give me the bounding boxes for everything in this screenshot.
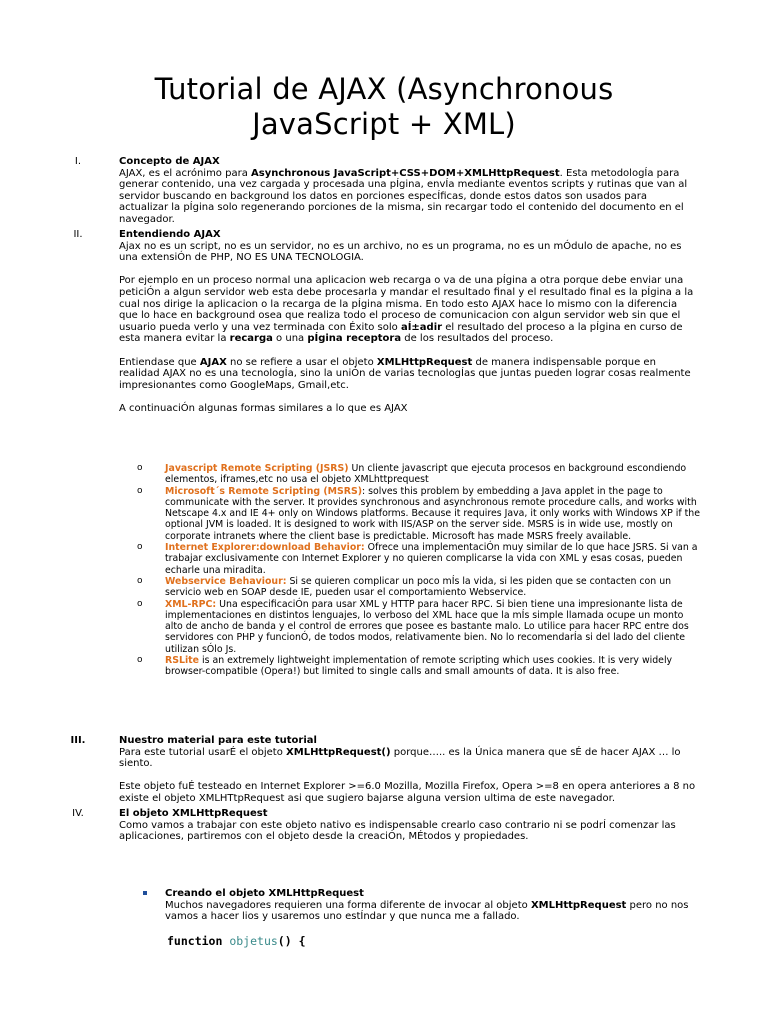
list-item: o Internet Explorer:download Behavior: Ofrece una implementaciÓn muy similar de lo que hace JSRS. Si van a trabajar exclusivamente con Internet Explorer y no quieren complicarse la vida con XML y esas cosas, pueden echarle una miradita. (137, 542, 698, 576)
list-item: o Webservice Behaviour: Si se quieren complicar un poco mÍs la vida, si les piden que se contacten con un servicio web en SOAP desde IE, pueden usar el comportamiento Webservice. (137, 575, 672, 599)
paragraph: Este objeto fuÉ testeado en Internet Explorer >=6.0 Mozilla, Mozilla Firefox, Opera >=8 en opera anteriores a 8 no existe el objeto XMLHTtpRequest asi que sugiero bajarse alguna version ultima de este navegador. (119, 781, 696, 804)
bullet-icon: o (137, 485, 143, 496)
bullet-icon: o (137, 575, 143, 586)
paragraph: Muchos navegadores requieren una forma diferente de invocar al objeto XMLHttpRequest pero no nos vamos a hacer lios y usaremos uno estÍndar y que nunca me a fallado. (165, 899, 689, 923)
title-line-2: JavaScript + XML) (252, 107, 516, 141)
paragraph: Por ejemplo en un proceso normal una aplicacion web recarga o va de una pÍgina a otra porque debe enviar una peticiÓn a algun servidor web esta debe procesarla y mandar el resultado final y el resultado final es la pÍgina a la cual nos dirige la aplicacion o la recarga de la pÍgina misma. En todo esto AJAX hace lo mismo con la diferencia que lo hace en background osea que realiza todo el proceso de comunicacion con algun servidor web sin que el usuario pueda verlo y una vez terminada con Éxito solo aÍ±adir el resultado del proceso a la pÍgina en curso de esta manera evitar la recarga o una pÍgina receptora de los resultados del proceso. (119, 275, 694, 345)
bullet-icon: o (137, 542, 143, 553)
code-keyword: function (167, 934, 223, 948)
paragraph: AJAX, es el acrónimo para Asynchronous JavaScript+CSS+DOM+XMLHttpRequest. Esta metodologÍa para generar contenido, una vez cargada y procesada una pÍgina, envÍa mediante eventos scripts y rutinas que van al servidor buscando en background los datos en porciones especÍficas, donde estos datos son usados para actualizar la pÍgina solo regenerando porciones de la misma, sin recargar todo el contenido del documento en el navegador. (119, 167, 688, 225)
section-heading: Entendiendo AJAX (119, 229, 221, 240)
code-snippet (167, 936, 306, 948)
bullet-icon: o (137, 655, 143, 666)
section-heading: Nuestro material para este tutorial (119, 735, 317, 746)
paragraph: A continuaciÓn algunas formas similares a lo que es AJAX (119, 402, 408, 414)
list-item: o Javascript Remote Scripting (JSRS) Un cliente javascript que ejecuta procesos en background escondiendo elementos, iframes,etc no usa el objeto XMLhttprequest (137, 463, 687, 486)
list-item: o XML-RPC: Una especificaciÓn para usar XML y HTTP para hacer RPC. Si bien tiene una impresionante lista de implementaciones en distintos lenguajes, lo verboso del XML hace que la mÍs simple llamada ocupe un monto alto de ancho de banda y el control de errores que posee es bastante malo. Lo utilice para hacer RPC entre dos servidores con PHP y funcionÓ, de todos modos, relativamente bien. No lo recomendarÍa si del lado del cliente utilizan sÓlo Js. (137, 598, 689, 655)
section-heading: El objeto XMLHttpRequest (119, 808, 268, 819)
document-title (0, 72, 768, 142)
link[interactable]: Webservice Behaviour: (165, 575, 287, 587)
section-numeral: I. (74, 156, 82, 167)
link[interactable]: Microsoft´s Remote Scripting (MSRS) (165, 485, 362, 497)
title-line-1: Tutorial de AJAX (Asynchronous (154, 72, 614, 106)
code-function-name: objetus (229, 934, 278, 948)
link[interactable]: Internet Explorer:download Behavior: (165, 542, 365, 554)
subsection-creando (165, 888, 705, 923)
list-item: o Microsoft´s Remote Scripting (MSRS): solves this problem by embedding a Java applet in the page to communicate with the server. It provides synchronous and asynchronous remote procedure calls, and works with Netscape 4.x and IE 4+ only on Windows platforms. Because it requires Java, it only works with Windows XP if the optional JVM is loaded. It is designed to work with IIS/ASP on the server side. MSRS is in wide use, mostly on corporate intranets where the client base is predictable. Microsoft has made MSRS freely available. (137, 485, 701, 542)
link[interactable]: RSLite (165, 655, 199, 667)
section-heading: Concepto de AJAX (119, 156, 220, 167)
paragraph: Para este tutorial usarÉ el objeto XMLHttpRequest() porque….. es la Única manera que sÉ de hacer AJAX … lo siento. (119, 746, 681, 770)
section-numeral: IV. (72, 808, 84, 819)
paragraph: Entiendase que AJAX no se refiere a usar el objeto XMLHttpRequest de manera indispensable porque en realidad AJAX no es una tecnologÍa, sino la uniÓn de varias tecnologÍas que juntas pueden lograr cosas realmente impresionantes como GoogleMaps, Gmail,etc. (119, 356, 691, 391)
link[interactable]: XML-RPC: (165, 598, 217, 610)
code-rest: () { (277, 934, 306, 948)
link[interactable]: Javascript Remote Scripting (JSRS) (165, 463, 349, 474)
paragraph: Ajax no es un script, no es un servidor, no es un archivo, no es un programa, no es un mÓdulo de apache, no es una extensiÓn de PHP, NO ES UNA TECNOLOGIA. (119, 240, 682, 264)
bullet-icon: o (137, 598, 143, 609)
bullet-icon: o (137, 463, 143, 473)
subsection-heading: Creando el objeto XMLHttpRequest (165, 888, 364, 899)
section-numeral: III. (70, 735, 86, 746)
alternatives-list (137, 463, 701, 678)
section-numeral: II. (73, 229, 83, 240)
square-bullet-icon (143, 891, 147, 895)
paragraph: Como vamos a trabajar con este objeto nativo es indispensable crearlo caso contrario ni se podrÍ comenzar las aplicaciones, partiremos con el objeto desde la creaciÓn, MÉtodos y propiedades. (119, 819, 676, 843)
list-item: o RSLite is an extremely lightweight implementation of remote scripting which uses cookies. It is very widely browser-compatible (Opera!) but limited to single calls and small amounts of data. It is also free. (137, 655, 673, 678)
